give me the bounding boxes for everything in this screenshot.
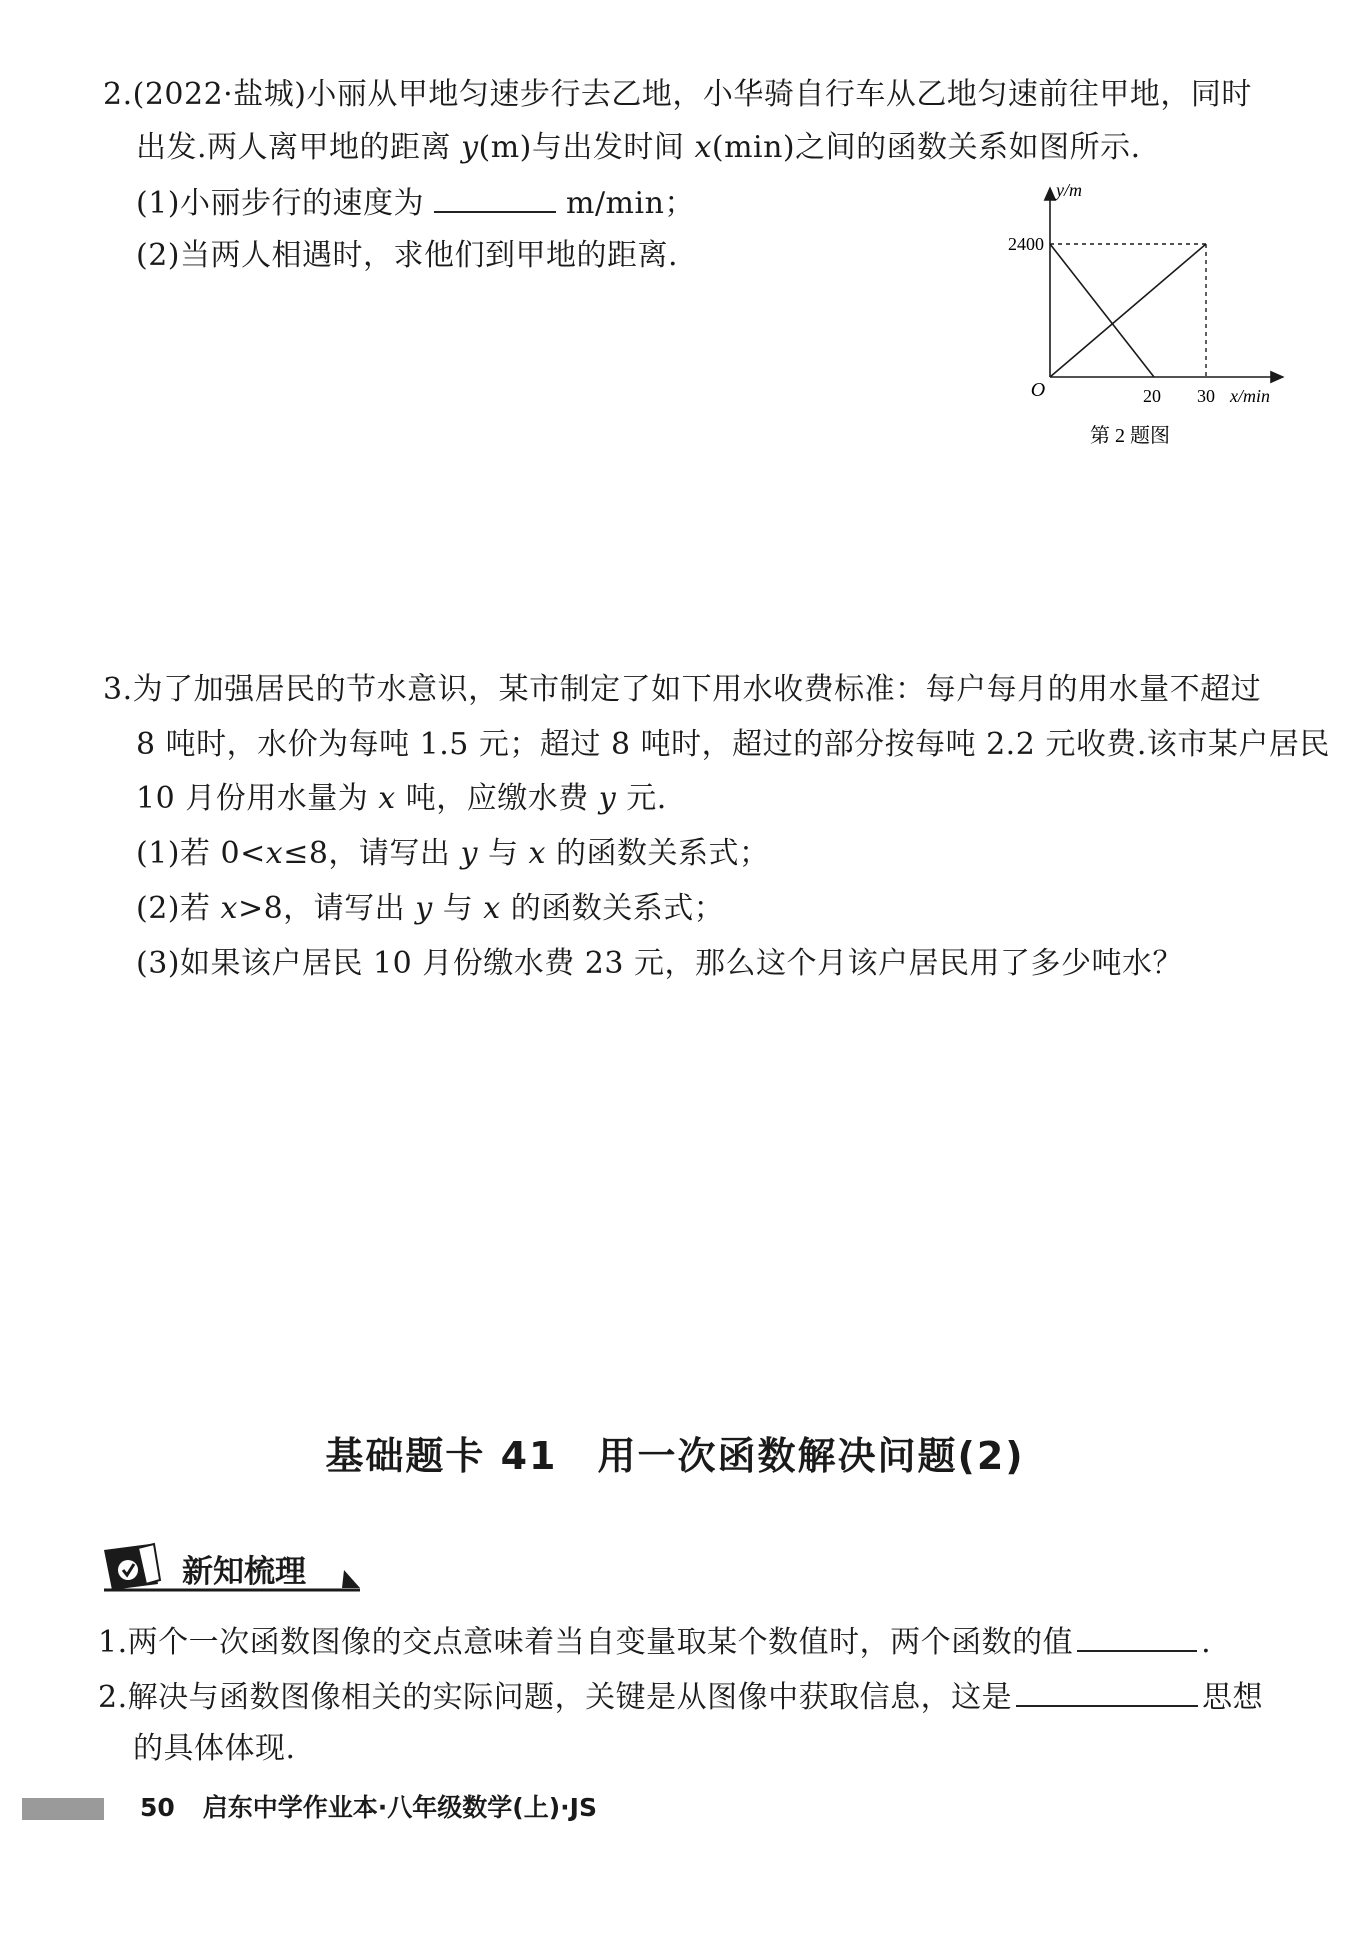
q2-answer-blank[interactable] — [434, 181, 556, 213]
section-title: 新知梳理 — [182, 1554, 306, 1590]
q3-p1-var-y: y — [460, 836, 478, 871]
page-number: 50 — [140, 1793, 175, 1822]
y-axis-label: y/m — [1056, 180, 1082, 200]
footer-bar — [22, 1798, 104, 1820]
q3-line3-text-b: 吨，应缴水费 — [395, 781, 599, 816]
q2-line-1: 2.(2022·盐城)小丽从甲地匀速步行去乙地，小华骑自行车从乙地匀速前往甲地，同时 — [103, 77, 1252, 112]
q2-line2-text-c: (min)之间的函数关系如图所示. — [711, 130, 1141, 165]
knowledge-item-1 — [98, 1620, 1211, 1663]
knowledge-1-text: 1.两个一次函数图像的交点意味着当自变量取某个数值时，两个函数的值 — [98, 1625, 1074, 1660]
q2-figure — [990, 180, 1310, 450]
knowledge-item-2 — [98, 1675, 1263, 1718]
q3-part-1 — [136, 834, 769, 874]
card-number: 基础题卡 41 — [325, 1434, 558, 1478]
q3-line-1: 3.为了加强居民的节水意识，某市制定了如下用水收费标准：每户每月的用水量不超过 — [103, 672, 1262, 707]
q2-part1-unit: m/min； — [566, 186, 695, 221]
q3-p1-text-b: ≤8，请写出 — [283, 836, 461, 871]
q3-p2-var-y: y — [415, 891, 433, 926]
q3-line3-text-a: 10 月份用水量为 — [136, 781, 379, 816]
q3-p1-text-c: 与 — [477, 836, 529, 871]
knowledge-1-blank[interactable] — [1077, 1620, 1197, 1652]
knowledge-2-text: 2.解决与函数图像相关的实际问题，关键是从图像中获取信息，这是 — [98, 1680, 1013, 1715]
q3-p2-var-x2: x — [483, 891, 501, 926]
q3-p2-text-c: 与 — [432, 891, 484, 926]
q2-line2-text-b: (m)与出发时间 — [478, 130, 695, 165]
distance-time-graph — [990, 180, 1310, 450]
q3-p1-text-a: (1)若 0< — [136, 836, 266, 871]
q2-part-1 — [136, 181, 695, 224]
series-line-2 — [1050, 244, 1154, 377]
knowledge-2-blank[interactable] — [1016, 1675, 1198, 1707]
knowledge-2-end: 思想 — [1202, 1680, 1264, 1715]
q3-p1-var-x2: x — [528, 836, 546, 871]
q3-var-x: x — [378, 781, 396, 816]
q2-part-2: (2)当两人相遇时，求他们到甲地的距离. — [136, 238, 679, 273]
q3-var-y: y — [598, 781, 617, 816]
figure-caption: 第 2 题图 — [1090, 425, 1170, 447]
x-tick-30: 30 — [1197, 386, 1215, 406]
x-axis-label: x/min — [1230, 386, 1270, 406]
q3-p2-text-b: >8，请写出 — [237, 891, 416, 926]
q3-line-3 — [136, 779, 667, 819]
q3-p2-text-a: (2)若 — [136, 891, 221, 926]
q3-line-2: 8 吨时，水价为每吨 1.5 元；超过 8 吨时，超过的部分按每吨 2.2 元收费.该市某户居民 — [136, 727, 1330, 762]
series-line-1 — [1050, 244, 1206, 377]
q2-line-2 — [136, 128, 1141, 168]
q3-p2-text-d: 的函数关系式； — [500, 891, 725, 926]
book-pencil-icon — [104, 1544, 160, 1590]
q2-line2-text-a: 出发.两人离甲地的距离 — [136, 130, 462, 165]
card-title — [0, 1425, 1350, 1480]
q2-var-y: y — [461, 130, 479, 165]
q3-part-2 — [136, 889, 724, 929]
y-tick-2400: 2400 — [1008, 234, 1044, 254]
card-topic: 用一次函数解决问题(2) — [597, 1434, 1025, 1478]
book-title: 启东中学作业本·八年级数学(上)·JS — [202, 1793, 597, 1822]
x-tick-20: 20 — [1143, 386, 1161, 406]
q3-part-3: (3)如果该户居民 10 月份缴水费 23 元，那么这个月该户居民用了多少吨水？ — [136, 946, 1183, 981]
origin-label: O — [1030, 379, 1046, 401]
q3-p1-text-d: 的函数关系式； — [545, 836, 770, 871]
knowledge-item-2-cont: 的具体体现. — [133, 1731, 296, 1766]
q3-p1-var-x: x — [265, 836, 284, 871]
knowledge-1-end: . — [1201, 1625, 1212, 1660]
section-header — [98, 1540, 360, 1594]
q3-p2-var-x: x — [220, 891, 238, 926]
footer — [140, 1790, 597, 1826]
q3-line3-text-c: 元. — [616, 781, 667, 816]
q2-var-x: x — [694, 130, 712, 165]
q2-part1-text: (1)小丽步行的速度为 — [136, 186, 424, 221]
